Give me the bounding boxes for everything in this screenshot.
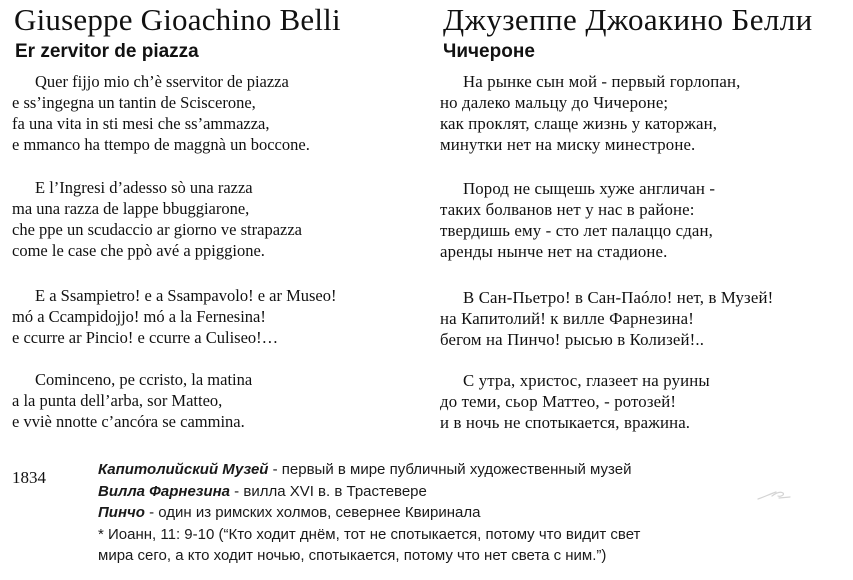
footnote-term: Вилла Фарнезина (98, 482, 231, 500)
verse-line: E a Ssampietro! e a Ssampavolo! e ar Museo! (35, 286, 337, 305)
verse-line: таких болванов нет у нас в районе: (440, 200, 695, 219)
year-label: 1834 (12, 468, 46, 487)
footnote (98, 502, 838, 524)
verse-line: fa una vita in sti mesi che ss’ammazza, (12, 114, 270, 133)
stanza-russian-4 (440, 370, 710, 433)
stanza-russian-2 (440, 178, 715, 262)
footnote-term: Капитолийский Музей (98, 461, 269, 478)
verse-line: Cominceno, pe ccristo, la matina (35, 370, 253, 389)
verse-line: твердишь ему - сто лет палаццо сдан, (440, 221, 713, 240)
verse-line: как проклят, слаще жизнь у каторжан, (440, 114, 718, 133)
footnote (98, 545, 838, 567)
verse-line: e vviè nnotte c’ancóra se cammina. (12, 412, 245, 431)
footnotes (98, 459, 838, 567)
stanza-italian-3 (12, 285, 337, 348)
stanza-italian-4 (12, 369, 252, 432)
verse-line: до теми, сьор Маттео, - ротозей! (440, 392, 677, 411)
footnote (98, 524, 838, 546)
poem-title-italian: Er zervitor de piazza (15, 41, 199, 62)
verse-line: С утра, христос, глазеет на руины (463, 371, 710, 390)
footnote-text: * Иоанн, 11: 9-10 (“Кто ходит днём, тот не спотыкается, потому что видит свет (98, 525, 641, 543)
verse-line: come le case che ppò avé a ppiggione. (12, 241, 265, 260)
verse-line: e ccurre ar Pincio! e ccurre a Culiseo!… (12, 328, 279, 347)
verse-line: бегом на Пинчо! рысью в Колизей!.. (440, 330, 705, 349)
footnote (98, 481, 838, 503)
verse-line: e mmanco ha ttempo de maggnà un boccone. (12, 135, 310, 154)
verse-line: e ss’ingegna un tantin de Sciscerone, (12, 93, 256, 112)
verse-line: Пород не сыщешь хуже англичан - (463, 179, 716, 198)
footnote-text: - один из римских холмов, севернее Квиринала (144, 504, 481, 521)
poet-name-italian: Giuseppe Gioachino Belli (14, 2, 341, 37)
verse-line: и в ночь не спотыкается, вражина. (440, 413, 691, 432)
verse-line: E l’Ingresi d’adesso sò una razza (35, 178, 253, 197)
verse-line: минутки нет на миску минестроне. (440, 135, 696, 154)
footnote (98, 459, 838, 481)
verse-line: a la punta dell’arba, sor Matteo, (12, 391, 223, 410)
verse-line: но далеко мальцу до Чичероне; (440, 93, 669, 112)
footnote-text: - первый в мире публичный художественный музей (268, 461, 632, 478)
poet-name-russian: Джузеппе Джоакино Белли (443, 2, 813, 37)
signature-scribble (754, 484, 794, 504)
verse-line: В Сан-Пьетро! в Сан-Паóло! нет, в Музей! (463, 288, 774, 307)
stanza-russian-1 (440, 71, 741, 155)
verse-line: аренды нынче нет на стадионе. (440, 242, 668, 261)
verse-line: На рынке сын мой - первый горлопан, (463, 72, 741, 91)
footnote-text: мира сего, а кто ходит ночью, спотыкается, потому что нет света с ним.”) (98, 547, 607, 564)
footnote-term: Пинчо (98, 504, 145, 521)
verse-line: mó a Ccampidojjo! mó a la Fernesina! (12, 307, 266, 326)
stanza-italian-2 (12, 177, 302, 261)
verse-line: ma una razza de lappe bbuggiarone, (12, 199, 250, 218)
verse-line: Quer fijjo mio ch’è sservitor de piazza (35, 72, 289, 91)
poem-title-russian: Чичероне (443, 41, 535, 62)
footnote-text: - вилла XVI в. в Трастевере (230, 482, 427, 500)
stanza-russian-3 (440, 287, 773, 350)
verse-line: на Капитолий! к вилле Фарнезина! (440, 309, 694, 328)
verse-line: che ppe un scudaccio ar giorno ve strapazza (12, 220, 302, 239)
stanza-italian-1 (12, 71, 310, 155)
